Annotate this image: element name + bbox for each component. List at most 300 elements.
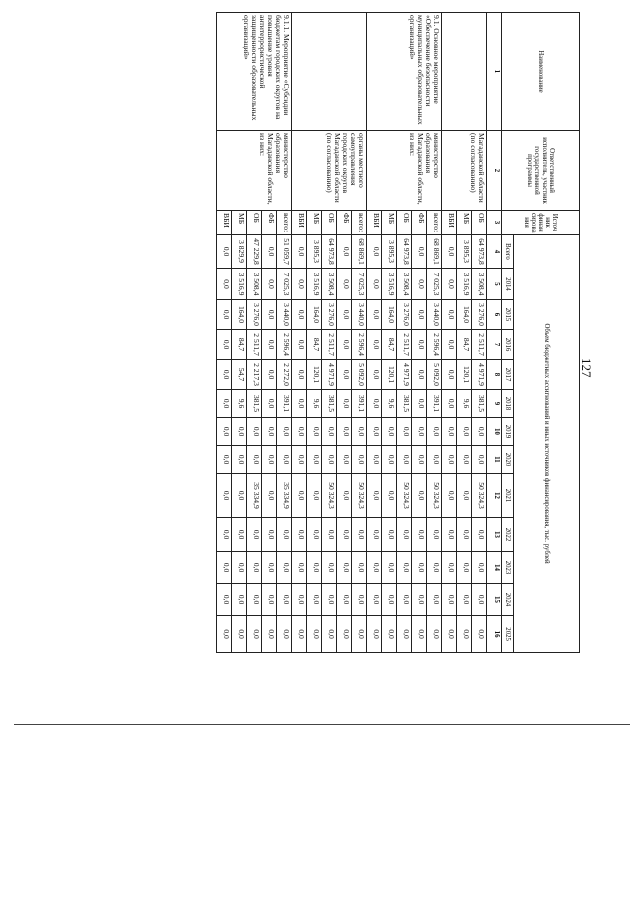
value-cell: 0,0	[442, 446, 457, 474]
value-cell: 0,0	[277, 418, 292, 446]
page-bottom-rule	[14, 724, 630, 725]
header-year-2023: 2023	[502, 552, 514, 584]
header-year-2017: 2017	[502, 360, 514, 390]
value-cell: 0,0	[442, 584, 457, 616]
source-cell: МБ	[232, 211, 247, 235]
funding-table	[216, 12, 580, 653]
value-cell: 3 508,4	[397, 269, 412, 300]
value-cell: 0,0	[382, 552, 397, 584]
value-cell: 164,0	[457, 300, 472, 330]
value-cell: 0,0	[472, 584, 487, 616]
value-cell: 0,0	[292, 300, 307, 330]
value-cell: 3 276,0	[472, 300, 487, 330]
value-cell: 0,0	[232, 616, 247, 653]
table-row	[277, 13, 292, 653]
value-cell: 0,0	[337, 518, 352, 552]
value-cell: 0,0	[307, 552, 322, 584]
value-cell: 0,0	[217, 518, 232, 552]
header-year-2019: 2019	[502, 418, 514, 446]
value-cell: 0,0	[472, 518, 487, 552]
value-cell: 64 973,8	[472, 235, 487, 269]
value-cell: 0,0	[292, 446, 307, 474]
source-cell: всего:	[352, 211, 367, 235]
value-cell: 164,0	[382, 300, 397, 330]
value-cell: 50 324,3	[322, 474, 337, 518]
value-cell: 84,7	[382, 330, 397, 360]
measure-name: 9.1.1. Мероприятие «Субсидии бюджетам городских округов на повышение уровня антитеррористической защищенности образовательных организаций»	[217, 13, 292, 131]
value-cell: 0,0	[442, 235, 457, 269]
value-cell: 0,0	[292, 518, 307, 552]
executor-cell: органы местного самоуправления городских округов Магаданской области (по согласованию)	[292, 131, 367, 211]
value-cell: 0,0	[442, 269, 457, 300]
value-cell: 0,0	[337, 330, 352, 360]
value-cell: 0,0	[442, 616, 457, 653]
value-cell: 3 440,0	[277, 300, 292, 330]
value-cell: 0,0	[262, 616, 277, 653]
executor-cell: министерство образования Магаданской области, из них:	[367, 131, 442, 211]
value-cell: 0,0	[292, 330, 307, 360]
value-cell: 0,0	[457, 446, 472, 474]
value-cell: 0,0	[217, 390, 232, 418]
value-cell: 0,0	[427, 418, 442, 446]
column-number: 14	[487, 552, 502, 584]
value-cell: 0,0	[382, 446, 397, 474]
value-cell: 0,0	[262, 390, 277, 418]
column-number: 13	[487, 518, 502, 552]
executor-cell: Магаданской области (по согласованию)	[442, 131, 487, 211]
value-cell: 0,0	[442, 390, 457, 418]
header-year-2022: 2022	[502, 518, 514, 552]
value-cell: 3 440,0	[352, 300, 367, 330]
value-cell: 9,6	[232, 390, 247, 418]
value-cell: 0,0	[277, 518, 292, 552]
value-cell: 0,0	[472, 418, 487, 446]
value-cell: 2 596,4	[352, 330, 367, 360]
value-cell: 0,0	[412, 235, 427, 269]
value-cell: 0,0	[307, 418, 322, 446]
value-cell: 0,0	[307, 616, 322, 653]
value-cell: 381,5	[247, 390, 262, 418]
header-source: Источ ник финан сирова ния	[502, 211, 580, 235]
value-cell: 0,0	[337, 616, 352, 653]
source-cell: ВБИ	[292, 211, 307, 235]
value-cell: 0,0	[412, 300, 427, 330]
value-cell: 0,0	[442, 474, 457, 518]
header-year-2020: 2020	[502, 446, 514, 474]
value-cell: 0,0	[367, 616, 382, 653]
column-number: 12	[487, 474, 502, 518]
value-cell: 2 596,4	[277, 330, 292, 360]
value-cell: 0,0	[457, 474, 472, 518]
value-cell: 9,6	[307, 390, 322, 418]
value-cell: 2 511,7	[247, 330, 262, 360]
value-cell: 0,0	[367, 474, 382, 518]
value-cell: 0,0	[262, 474, 277, 518]
value-cell: 0,0	[427, 584, 442, 616]
column-number-row	[487, 13, 502, 653]
value-cell: 0,0	[412, 474, 427, 518]
value-cell: 0,0	[352, 584, 367, 616]
value-cell: 0,0	[412, 330, 427, 360]
value-cell: 2 511,7	[397, 330, 412, 360]
value-cell: 381,5	[322, 390, 337, 418]
source-cell: МБ	[382, 211, 397, 235]
source-cell: всего:	[277, 211, 292, 235]
value-cell: 0,0	[232, 552, 247, 584]
value-cell: 0,0	[247, 446, 262, 474]
value-cell: 391,1	[277, 390, 292, 418]
value-cell: 0,0	[367, 269, 382, 300]
value-cell: 2 511,7	[322, 330, 337, 360]
header-name: Наименование	[502, 13, 580, 131]
measure-name	[442, 13, 487, 131]
value-cell: 0,0	[232, 446, 247, 474]
value-cell: 0,0	[427, 552, 442, 584]
value-cell: 0,0	[472, 552, 487, 584]
value-cell: 0,0	[247, 616, 262, 653]
value-cell: 0,0	[352, 552, 367, 584]
value-cell: 0,0	[442, 300, 457, 330]
value-cell: 0,0	[217, 552, 232, 584]
value-cell: 50 324,3	[472, 474, 487, 518]
value-cell: 2 217,3	[247, 360, 262, 390]
value-cell: 84,7	[457, 330, 472, 360]
value-cell: 68 869,1	[427, 235, 442, 269]
value-cell: 0,0	[367, 360, 382, 390]
source-cell: ОБ	[472, 211, 487, 235]
value-cell: 0,0	[217, 446, 232, 474]
value-cell: 0,0	[367, 584, 382, 616]
table-row	[472, 13, 487, 653]
value-cell: 0,0	[262, 446, 277, 474]
header-funding: Объем бюджетных ассигнований и иных источников финансирования, тыс. рублей	[514, 235, 580, 653]
value-cell: 0,0	[262, 235, 277, 269]
value-cell: 0,0	[292, 360, 307, 390]
value-cell: 0,0	[457, 552, 472, 584]
value-cell: 0,0	[367, 518, 382, 552]
value-cell: 0,0	[322, 584, 337, 616]
value-cell: 0,0	[217, 474, 232, 518]
value-cell: 0,0	[412, 616, 427, 653]
value-cell: 0,0	[277, 584, 292, 616]
value-cell: 120,1	[457, 360, 472, 390]
value-cell: 0,0	[397, 418, 412, 446]
value-cell: 381,5	[472, 390, 487, 418]
measure-name: 9.1. Основное мероприятие «Обеспечение безопасности муниципальных образовательных организаций»	[367, 13, 442, 131]
value-cell: 0,0	[322, 552, 337, 584]
header-year-2015: 2015	[502, 300, 514, 330]
column-number: 6	[487, 300, 502, 330]
value-cell: 64 973,8	[397, 235, 412, 269]
value-cell: 0,0	[412, 269, 427, 300]
value-cell: 0,0	[247, 552, 262, 584]
source-cell: МБ	[307, 211, 322, 235]
value-cell: 0,0	[232, 518, 247, 552]
value-cell: 0,0	[277, 446, 292, 474]
value-cell: 0,0	[337, 446, 352, 474]
value-cell: 0,0	[427, 446, 442, 474]
header-year-2021: 2021	[502, 474, 514, 518]
value-cell: 2 596,4	[427, 330, 442, 360]
value-cell: 0,0	[382, 616, 397, 653]
value-cell: 0,0	[322, 446, 337, 474]
value-cell: 0,0	[322, 418, 337, 446]
value-cell: 0,0	[427, 616, 442, 653]
header-year-2018: 2018	[502, 390, 514, 418]
value-cell: 7 025,3	[427, 269, 442, 300]
executor-cell: министерство образования Магаданской области, из них:	[217, 131, 292, 211]
value-cell: 0,0	[412, 584, 427, 616]
value-cell: 0,0	[292, 474, 307, 518]
value-cell: 0,0	[457, 518, 472, 552]
value-cell: 3 508,4	[322, 269, 337, 300]
value-cell: 0,0	[262, 418, 277, 446]
value-cell: 120,1	[382, 360, 397, 390]
value-cell: 0,0	[217, 584, 232, 616]
value-cell: 0,0	[397, 446, 412, 474]
header-total: Всего	[502, 235, 514, 269]
column-number: 10	[487, 418, 502, 446]
value-cell: 64 973,8	[322, 235, 337, 269]
value-cell: 0,0	[277, 552, 292, 584]
value-cell: 0,0	[412, 418, 427, 446]
value-cell: 0,0	[292, 616, 307, 653]
column-number: 15	[487, 584, 502, 616]
rotated-table-container	[68, 12, 580, 652]
value-cell: 7 025,3	[277, 269, 292, 300]
value-cell: 9,6	[382, 390, 397, 418]
table-body	[217, 13, 580, 653]
value-cell: 3 508,4	[247, 269, 262, 300]
value-cell: 2 511,7	[472, 330, 487, 360]
value-cell: 4 971,9	[322, 360, 337, 390]
column-number: 8	[487, 360, 502, 390]
value-cell: 0,0	[247, 584, 262, 616]
source-cell: МБ	[457, 211, 472, 235]
value-cell: 0,0	[457, 584, 472, 616]
value-cell: 0,0	[232, 474, 247, 518]
value-cell: 381,5	[397, 390, 412, 418]
value-cell: 3 276,0	[397, 300, 412, 330]
source-cell: ВБИ	[367, 211, 382, 235]
value-cell: 0,0	[337, 235, 352, 269]
value-cell: 0,0	[367, 390, 382, 418]
value-cell: 0,0	[337, 418, 352, 446]
value-cell: 0,0	[217, 300, 232, 330]
value-cell: 0,0	[457, 616, 472, 653]
value-cell: 0,0	[292, 584, 307, 616]
value-cell: 5 092,0	[352, 360, 367, 390]
value-cell: 0,0	[217, 616, 232, 653]
value-cell: 0,0	[367, 552, 382, 584]
table-row	[427, 13, 442, 653]
value-cell: 9,6	[457, 390, 472, 418]
value-cell: 0,0	[262, 360, 277, 390]
value-cell: 0,0	[217, 360, 232, 390]
value-cell: 0,0	[292, 269, 307, 300]
value-cell: 0,0	[217, 235, 232, 269]
value-cell: 47 229,8	[247, 235, 262, 269]
value-cell: 0,0	[352, 418, 367, 446]
header-year-2025: 2025	[502, 616, 514, 653]
column-number: 2	[487, 131, 502, 211]
value-cell: 0,0	[352, 518, 367, 552]
value-cell: 0,0	[442, 360, 457, 390]
value-cell: 51 059,7	[277, 235, 292, 269]
column-number: 5	[487, 269, 502, 300]
value-cell: 0,0	[412, 552, 427, 584]
value-cell: 0,0	[307, 474, 322, 518]
value-cell: 2 272,0	[277, 360, 292, 390]
value-cell: 164,0	[307, 300, 322, 330]
value-cell: 3 829,9	[232, 235, 247, 269]
value-cell: 0,0	[367, 446, 382, 474]
header-year-2014: 2014	[502, 269, 514, 300]
value-cell: 0,0	[382, 418, 397, 446]
value-cell: 0,0	[412, 390, 427, 418]
value-cell: 0,0	[262, 300, 277, 330]
value-cell: 0,0	[427, 518, 442, 552]
value-cell: 3 516,9	[232, 269, 247, 300]
value-cell: 0,0	[412, 518, 427, 552]
source-cell: ВБИ	[442, 211, 457, 235]
value-cell: 0,0	[262, 584, 277, 616]
value-cell: 0,0	[472, 616, 487, 653]
source-cell: ОБ	[397, 211, 412, 235]
value-cell: 50 324,3	[397, 474, 412, 518]
header-year-2016: 2016	[502, 330, 514, 360]
value-cell: 120,1	[307, 360, 322, 390]
value-cell: 0,0	[367, 418, 382, 446]
value-cell: 0,0	[367, 330, 382, 360]
value-cell: 35 334,9	[277, 474, 292, 518]
value-cell: 0,0	[367, 235, 382, 269]
column-number: 1	[487, 13, 502, 131]
value-cell: 0,0	[442, 330, 457, 360]
value-cell: 0,0	[292, 235, 307, 269]
value-cell: 0,0	[337, 360, 352, 390]
value-cell: 0,0	[352, 616, 367, 653]
value-cell: 3 895,3	[307, 235, 322, 269]
value-cell: 3 276,0	[322, 300, 337, 330]
value-cell: 0,0	[337, 300, 352, 330]
source-cell: ФБ	[412, 211, 427, 235]
source-cell: ФБ	[337, 211, 352, 235]
value-cell: 0,0	[322, 616, 337, 653]
column-number: 7	[487, 330, 502, 360]
value-cell: 0,0	[337, 474, 352, 518]
value-cell: 84,7	[232, 330, 247, 360]
value-cell: 0,0	[247, 418, 262, 446]
value-cell: 0,0	[352, 446, 367, 474]
source-cell: всего:	[427, 211, 442, 235]
value-cell: 0,0	[232, 584, 247, 616]
table-row	[352, 13, 367, 653]
value-cell: 0,0	[322, 518, 337, 552]
value-cell: 0,0	[442, 518, 457, 552]
source-cell: ОБ	[322, 211, 337, 235]
value-cell: 7 025,3	[352, 269, 367, 300]
value-cell: 0,0	[217, 269, 232, 300]
value-cell: 0,0	[397, 616, 412, 653]
value-cell: 0,0	[307, 518, 322, 552]
value-cell: 3 516,9	[457, 269, 472, 300]
source-cell: ВБИ	[217, 211, 232, 235]
value-cell: 4 971,9	[397, 360, 412, 390]
header-row	[514, 13, 580, 653]
column-number: 3	[487, 211, 502, 235]
value-cell: 0,0	[292, 418, 307, 446]
value-cell: 84,7	[307, 330, 322, 360]
value-cell: 54,7	[232, 360, 247, 390]
value-cell: 0,0	[307, 446, 322, 474]
header-executor: Ответственный исполнитель, участник государственной программы	[502, 131, 580, 211]
column-number: 9	[487, 390, 502, 418]
value-cell: 391,1	[427, 390, 442, 418]
value-cell: 0,0	[262, 330, 277, 360]
value-cell: 0,0	[412, 446, 427, 474]
value-cell: 0,0	[292, 390, 307, 418]
value-cell: 0,0	[232, 418, 247, 446]
value-cell: 0,0	[412, 360, 427, 390]
value-cell: 3 508,4	[472, 269, 487, 300]
value-cell: 3 440,0	[427, 300, 442, 330]
value-cell: 35 334,9	[247, 474, 262, 518]
value-cell: 0,0	[457, 418, 472, 446]
value-cell: 0,0	[262, 518, 277, 552]
value-cell: 0,0	[217, 330, 232, 360]
column-number: 4	[487, 235, 502, 269]
value-cell: 0,0	[397, 518, 412, 552]
value-cell: 50 324,3	[352, 474, 367, 518]
value-cell: 0,0	[292, 552, 307, 584]
column-number: 11	[487, 446, 502, 474]
value-cell: 164,0	[232, 300, 247, 330]
value-cell: 50 324,3	[427, 474, 442, 518]
value-cell: 0,0	[277, 616, 292, 653]
value-cell: 3 516,9	[382, 269, 397, 300]
value-cell: 68 869,1	[352, 235, 367, 269]
value-cell: 0,0	[442, 418, 457, 446]
value-cell: 391,1	[352, 390, 367, 418]
value-cell: 0,0	[397, 584, 412, 616]
value-cell: 3 895,3	[457, 235, 472, 269]
source-cell: ОБ	[247, 211, 262, 235]
value-cell: 5 092,0	[427, 360, 442, 390]
value-cell: 0,0	[262, 269, 277, 300]
value-cell: 3 276,0	[247, 300, 262, 330]
measure-name	[292, 13, 367, 131]
value-cell: 0,0	[337, 552, 352, 584]
value-cell: 0,0	[397, 552, 412, 584]
value-cell: 0,0	[442, 552, 457, 584]
value-cell: 0,0	[262, 552, 277, 584]
value-cell: 3 516,9	[307, 269, 322, 300]
page-number: 127	[579, 358, 594, 378]
value-cell: 4 971,9	[472, 360, 487, 390]
value-cell: 0,0	[337, 390, 352, 418]
column-number: 16	[487, 616, 502, 653]
value-cell: 0,0	[337, 269, 352, 300]
header-year-2024: 2024	[502, 584, 514, 616]
value-cell: 0,0	[472, 446, 487, 474]
value-cell: 3 895,3	[382, 235, 397, 269]
value-cell: 0,0	[382, 474, 397, 518]
value-cell: 0,0	[217, 418, 232, 446]
value-cell: 0,0	[382, 584, 397, 616]
value-cell: 0,0	[367, 300, 382, 330]
value-cell: 0,0	[382, 518, 397, 552]
